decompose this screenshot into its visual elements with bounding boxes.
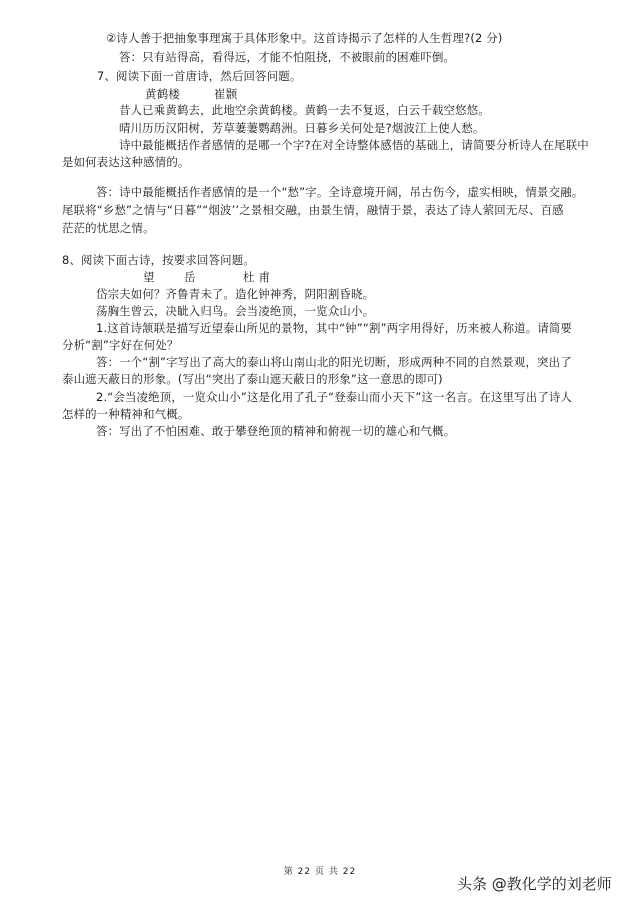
answer-8-2: 答：写出了不怕困难、敢于攀登绝顶的精神和俯视一切的雄心和气概。 — [96, 424, 456, 438]
question-8-1-line-1: 1.这首诗颔联是描写近望泰山所见的景物，其中“钟”“割”两字用得好，历来被人称道。请简要 — [96, 321, 573, 335]
watermark: 头条 @教化学的刘老师 — [457, 875, 612, 893]
footer-total-label: 共 — [328, 867, 339, 877]
answer-7-line-3: 茫茫的忧思之情。 — [62, 221, 155, 235]
poem2-title-char-2: 岳 — [184, 270, 196, 284]
footer-page-number: 22 — [297, 867, 312, 877]
answer-7-line-1: 答：诗中最能概括作者感情的是一个“愁”字。全诗意境开阔，吊古伤今，虚实相映，情景交融。 — [96, 185, 584, 199]
question-8-heading: 8、阅读下面古诗，按要求回答问题。 — [62, 253, 255, 267]
footer-page-label: 第 — [283, 867, 294, 877]
poem2-line-1: 岱宗夫如何？齐鲁青未了。造化钟神秀，阴阳割昏晓。 — [96, 287, 375, 301]
question-7-text-line-1: 诗中最能概括作者感情的是哪一个字?在对全诗整体感悟的基础上，请简要分析诗人在尾联中 — [119, 138, 589, 152]
poem2-author: 杜 甫 — [243, 270, 271, 284]
answer-7-2-text: 答：只有站得高，看得远，才能不怕阻挠，不被眼前的困难吓倒。 — [119, 50, 456, 64]
question-7-2-text: ②诗人善于把抽象事理寓于具体形象中。这首诗揭示了怎样的人生哲理?(2 分) — [106, 31, 503, 45]
poem-line-1: 昔人已乘黄鹤去，此地空余黄鹤楼。黄鹤一去不复返，白云千载空悠悠。 — [119, 103, 490, 117]
footer-total-number: 22 — [342, 867, 357, 877]
poem2-line-2: 荡胸生曾云，决眦入归鸟。会当凌绝顶，一览众山小。 — [96, 304, 375, 318]
question-7-text-line-2: 是如何表达这种感情的。 — [62, 155, 190, 169]
answer-7-line-2: 尾联将“乡愁”之情与“日暮”“烟波’’之景相交融，由景生情，融情于景，表达了诗人萦回无尽、百感 — [62, 203, 564, 217]
answer-8-1-line-1: 答：一个“割”字写出了高大的泰山将山南山北的阳光切断，形成两种不同的自然景观，突出了 — [96, 355, 572, 369]
poem-line-2: 晴川历历汉阳树，芳草萋萋鹦鹉洲。日暮乡关何处是?烟波江上使人愁。 — [119, 121, 485, 135]
question-8-2-line-2: 怎样的一种精神和气概。 — [62, 407, 190, 421]
poem2-title-char-1: 望 — [143, 270, 155, 284]
question-7-heading: 7、阅读下面一首唐诗，然后回答问题。 — [97, 69, 302, 83]
poem-title: 黄鹤楼 — [145, 87, 181, 101]
answer-8-1-line-2: 泰山遮天蔽日的形象。(写出“突出了泰山遮天蔽日的形象”这一意思的即可) — [62, 372, 443, 386]
question-8-1-line-2: 分析“割”字好在何处？ — [62, 338, 179, 352]
footer-mid-label: 页 — [314, 867, 325, 877]
question-8-2-line-1: 2.“会当凌绝顶，一览众山小”这是化用了孔子“登泰山而小天下”这一名言。在这里写出了诗人 — [96, 390, 573, 404]
poem-author: 崔颢 — [214, 87, 238, 101]
